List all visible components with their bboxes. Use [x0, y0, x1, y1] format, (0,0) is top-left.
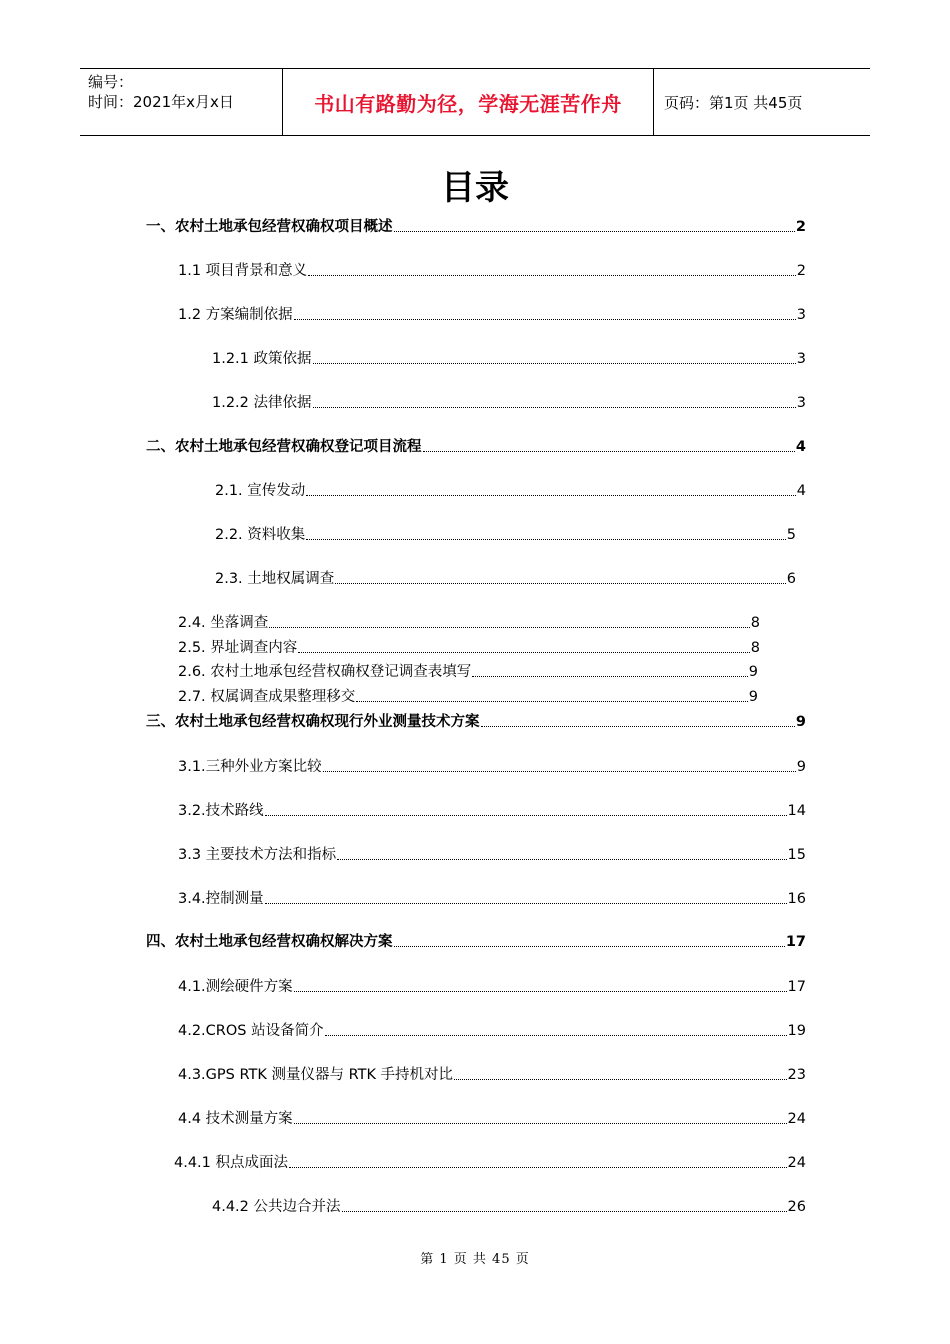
- toc-entry-label: 2.4. 坐落调查: [178, 615, 269, 631]
- toc-dot-leader: [313, 407, 796, 408]
- toc-entry[interactable]: [146, 713, 806, 731]
- toc-dot-leader: [423, 451, 795, 452]
- toc-entry[interactable]: [215, 482, 806, 500]
- toc-dot-leader: [394, 231, 795, 232]
- toc-entry[interactable]: [178, 1110, 806, 1128]
- toc-entry-label: 4.3.GPS RTK 测量仪器与 RTK 手持机对比: [178, 1067, 454, 1083]
- toc-entry[interactable]: [178, 688, 758, 706]
- toc-entry-label: 2.5. 界址调查内容: [178, 640, 298, 656]
- toc-entry-label: 4.1.测绘硬件方案: [178, 979, 293, 995]
- toc-entry[interactable]: [215, 570, 796, 588]
- toc-entry-page: 9: [748, 664, 758, 680]
- toc-entry[interactable]: [178, 262, 806, 280]
- toc-dot-leader: [394, 946, 785, 947]
- toc-entry-label: 4.2.CROS 站设备简介: [178, 1023, 324, 1039]
- page-title: 目录: [441, 168, 509, 208]
- toc-entry-label: 1.2 方案编制依据: [178, 307, 293, 323]
- toc-dot-leader: [342, 1211, 787, 1212]
- header-left-cell: [80, 69, 282, 135]
- toc-entry[interactable]: [178, 978, 806, 996]
- toc-entry-page: 3: [796, 395, 806, 411]
- toc-entry[interactable]: [178, 758, 806, 776]
- toc-dot-leader: [294, 991, 787, 992]
- toc-entry-page: 8: [750, 640, 760, 656]
- toc-dot-leader: [265, 903, 787, 904]
- toc-entry-page: 3: [796, 351, 806, 367]
- toc-entry-label: 3.1.三种外业方案比较: [178, 759, 322, 775]
- toc-entry-label: 3.3 主要技术方法和指标: [178, 847, 337, 863]
- toc-entry-label: 4.4 技术测量方案: [178, 1111, 293, 1127]
- toc-entry-page: 16: [787, 891, 806, 907]
- toc-entry-page: 17: [785, 934, 806, 950]
- toc-entry[interactable]: [215, 526, 796, 544]
- toc-entry-label: 三、农村土地承包经营权确权现行外业测量技术方案: [146, 714, 480, 730]
- toc-entry[interactable]: [178, 1022, 806, 1040]
- toc-entry[interactable]: [146, 438, 806, 456]
- toc-entry[interactable]: [212, 394, 806, 412]
- toc-entry-page: 23: [787, 1067, 806, 1083]
- toc-entry-label: 4.4.2 公共边合并法: [212, 1199, 341, 1215]
- toc-dot-leader: [337, 859, 786, 860]
- toc-entry-label: 四、农村土地承包经营权确权解决方案: [146, 934, 393, 950]
- toc-entry-page: 4: [795, 439, 806, 455]
- toc-entry-page: 26: [787, 1199, 806, 1215]
- toc-dot-leader: [294, 1123, 787, 1124]
- toc-dot-leader: [472, 676, 747, 677]
- toc-dot-leader: [298, 652, 749, 653]
- toc-entry-page: 24: [787, 1111, 806, 1127]
- toc-entry[interactable]: [178, 614, 760, 632]
- document-date-label: 时间：2021年x月x日: [88, 93, 234, 111]
- toc-entry-page: 5: [786, 527, 796, 543]
- toc-entry-page: 19: [787, 1023, 806, 1039]
- toc-entry-page: 9: [748, 689, 758, 705]
- toc-dot-leader: [335, 583, 785, 584]
- toc-entry-label: 二、农村土地承包经营权确权登记项目流程: [146, 439, 422, 455]
- toc-entry-label: 2.2. 资料收集: [215, 527, 306, 543]
- toc-entry-page: 14: [787, 803, 806, 819]
- toc-entry[interactable]: [178, 663, 758, 681]
- toc-entry-page: 15: [787, 847, 806, 863]
- toc-entry-label: 2.3. 土地权属调查: [215, 571, 335, 587]
- toc-dot-leader: [306, 539, 785, 540]
- toc-entry[interactable]: [212, 350, 806, 368]
- header-motto: 书山有路勤为径，学海无涯苦作舟: [282, 69, 654, 135]
- document-number-label: 编号：: [88, 73, 134, 91]
- toc-entry-page: 4: [796, 483, 806, 499]
- toc-entry[interactable]: [178, 1066, 806, 1084]
- toc-entry-label: 2.7. 权属调查成果整理移交: [178, 689, 356, 705]
- toc-dot-leader: [308, 275, 796, 276]
- toc-entry[interactable]: [178, 846, 806, 864]
- toc-entry-label: 1.1 项目背景和意义: [178, 263, 308, 279]
- toc-entry[interactable]: [146, 933, 806, 951]
- toc-entry[interactable]: [178, 639, 760, 657]
- toc-dot-leader: [269, 627, 749, 628]
- toc-entry-label: 3.4.控制测量: [178, 891, 264, 907]
- toc-dot-leader: [356, 701, 747, 702]
- toc-entry-label: 一、农村土地承包经营权确权项目概述: [146, 219, 393, 235]
- page-footer: 第 1 页 共 45 页: [420, 1252, 530, 1267]
- toc-entry-label: 2.1. 宣传发动: [215, 483, 306, 499]
- toc-entry-page: 2: [796, 263, 806, 279]
- toc-entry[interactable]: [174, 1154, 806, 1172]
- toc-entry-label: 2.6. 农村土地承包经营权确权登记调查表填写: [178, 664, 472, 680]
- toc-entry-page: 9: [795, 714, 806, 730]
- toc-entry[interactable]: [146, 218, 806, 236]
- toc-entry-page: 3: [796, 307, 806, 323]
- toc-entry-page: 24: [787, 1155, 806, 1171]
- toc-dot-leader: [313, 363, 796, 364]
- toc-entry-label: 1.2.2 法律依据: [212, 395, 312, 411]
- toc-dot-leader: [306, 495, 795, 496]
- toc-entry[interactable]: [212, 1198, 806, 1216]
- toc-entry-label: 3.2.技术路线: [178, 803, 264, 819]
- toc-dot-leader: [454, 1079, 786, 1080]
- page-header: [80, 68, 870, 136]
- toc-entry[interactable]: [178, 802, 806, 820]
- toc-entry-page: 17: [787, 979, 806, 995]
- toc-entry[interactable]: [178, 306, 806, 324]
- toc-dot-leader: [265, 815, 787, 816]
- toc-entry-page: 9: [796, 759, 806, 775]
- toc-entry-page: 8: [750, 615, 760, 631]
- toc-entry-page: 2: [795, 219, 806, 235]
- toc-entry-label: 1.2.1 政策依据: [212, 351, 312, 367]
- toc-dot-leader: [325, 1035, 787, 1036]
- toc-dot-leader: [289, 1167, 787, 1168]
- toc-entry-label: 4.4.1 积点成面法: [174, 1155, 289, 1171]
- toc-entry[interactable]: [178, 890, 806, 908]
- toc-dot-leader: [323, 771, 796, 772]
- toc-entry-page: 6: [786, 571, 796, 587]
- header-page-info: 页码：第1页 共45页: [664, 93, 803, 112]
- toc-dot-leader: [481, 726, 795, 727]
- toc-dot-leader: [294, 319, 796, 320]
